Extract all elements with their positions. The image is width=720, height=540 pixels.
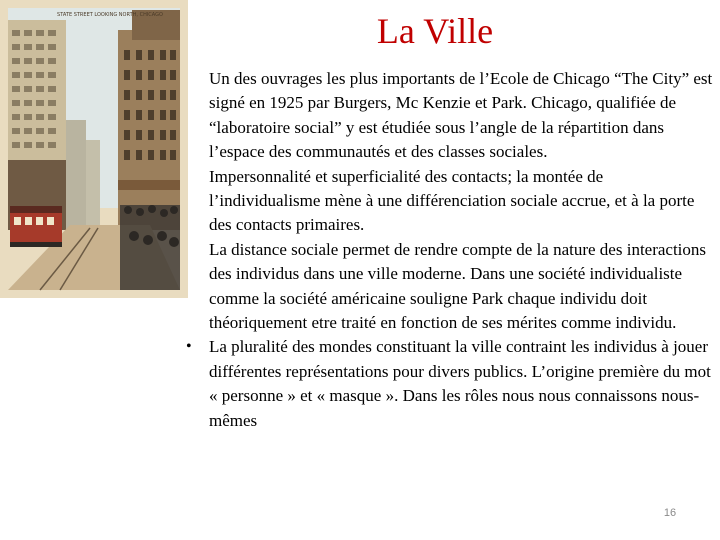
slide-title: La Ville xyxy=(376,11,494,51)
page-number: 16 xyxy=(663,507,677,519)
postcard-caption: STATE STREET LOOKING NORTH, CHICAGO xyxy=(57,12,163,18)
bullet-item xyxy=(186,335,716,433)
bullet-text: Un des ouvrages les plus importants de l’Ecole de Chicago “The City” est signé en 1925 par Burgers, Mc Kenzie et Park. Chicago, qualifiée de “laboratoire social” y est étudiée sous l’angle de la répartition dans l’espace des communautés et des classes sociales. xyxy=(209,69,713,162)
postcard-illustration xyxy=(0,0,188,298)
bullet-text: Impersonnalité et superficialité des contacts; la montée de l’individualisme mène à une différenciation sociale accrue, et à la porte des contacts primaires. xyxy=(209,166,695,235)
bullet-item xyxy=(186,238,716,336)
bullet-text: La pluralité des mondes constituant la ville contraint les individus à jouer différentes représentations pour divers publics. L’origine première du mot « personne » et « masque ». Dans les rôles nous nous connaissons nous-mêmes xyxy=(209,337,711,430)
bullet-item xyxy=(186,165,716,238)
bullet-text: La distance sociale permet de rendre compte de la nature des interactions des individus dans une ville moderne. Dans une société individualiste comme la société américaine souligne Park chaque individu doit théoriquement etre traité en fonction de ses mérites comme individu. xyxy=(209,239,707,333)
bullet-item xyxy=(186,67,716,165)
chicago-street-postcard xyxy=(0,0,188,298)
bullet-list xyxy=(186,67,716,433)
bullet-marker: • xyxy=(186,338,192,356)
